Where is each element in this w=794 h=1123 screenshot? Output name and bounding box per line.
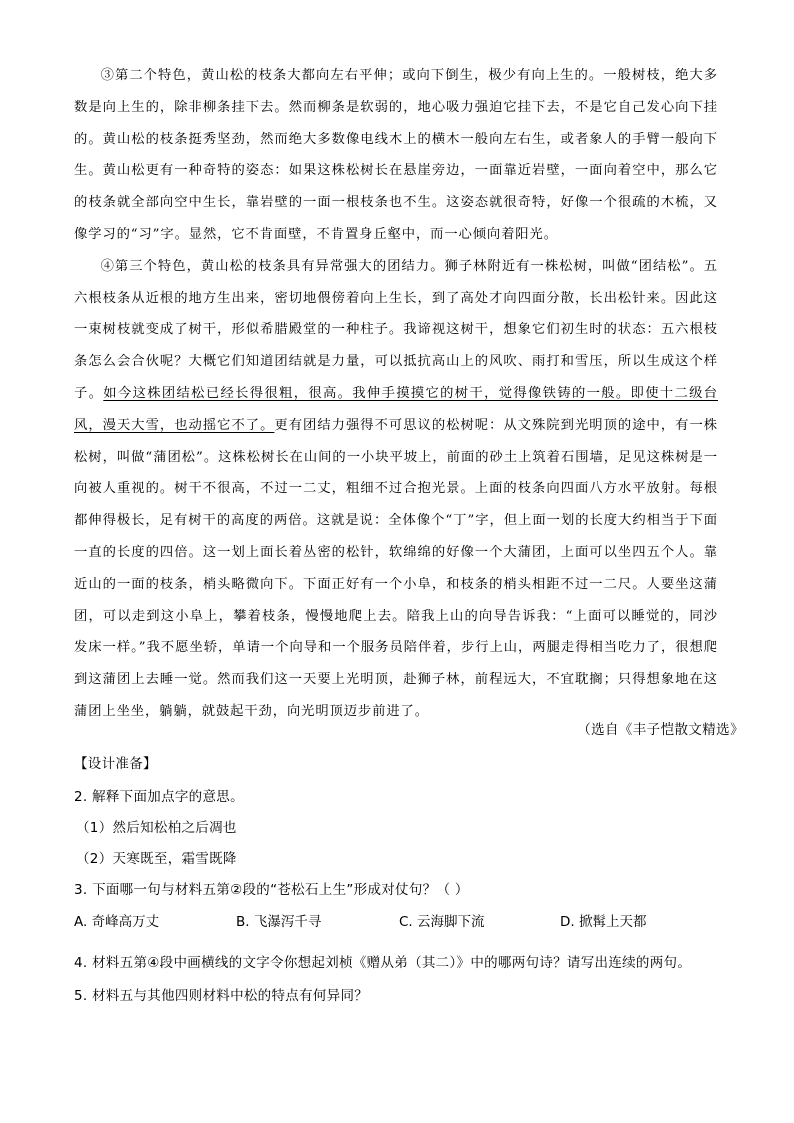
paragraph-4 [74,251,718,728]
option-d: D. 掀髯上天都 [560,914,647,930]
question-2: 2. 解释下面加点字的意思。 [74,789,244,805]
question-3-options [74,910,754,930]
underlined-sentence: 如今这株团结松已经长得很粗，很高。我伸手摸摸它的树干，觉得像铁铸的一般。即使十二级台风，漫天大雪，也动摇它不了。 [74,385,718,433]
source-citation: （选自《丰子恺散文精选》 [577,722,744,738]
paragraph-3: ③第二个特色，黄山松的枝条大都向左右平伸；或向下倒生，极少有向上生的。一般树枝，绝大多数是向上生的，除非柳条挂下去。然而柳条是软弱的，地心吸力强迫它挂下去，不是它自己发心向下挂的。黄山松的枝条挺秀坚劲，然而绝大多数像电线木上的横木一般向左右生，或者象人的手臂一般向下生。黄山松更有一种奇特的姿态：如果这株松树长在悬崖旁边，一面靠近岩壁，一面向着空中，那么它的枝条就全部向空中生长，靠岩壁的一面一根枝条也不生。这姿态就很奇特，好像一个很疏的木梳，又像学习的“习”字。显然，它不肯面壁，不肯置身丘壑中，而一心倾向着阳光。 [74,68,718,242]
paragraph-4-text-before: ④第三个特色，黄山松的枝条具有异常强大的团结力。狮子林附近有一株松树，叫做“团结松”。五六根枝条从近根的地方生出来，密切地偎傍着向上生长，到了高处才向四面分散，长出松针来。因此这一束树枝就变成了树干，形似希腊殿堂的一种柱子。我谛视这树干，想象它们初生时的状态：五六根枝条怎么会合伙呢？大概它们知道团结就是力量，可以抵抗高山上的风吹、雨打和雪压，所以生成这个样子。 [74,258,718,401]
question-3: 3. 下面哪一句与材料五第②段的“苍松石上生”形成对仗句？（ ） [74,882,469,898]
question-2-item-1: （1）然后知松柏之后凋也 [76,820,237,836]
option-a: A. 奇峰高万丈 [74,914,160,930]
question-4: 4. 材料五第④段中画横线的文字令你想起刘桢《赠从弟（其二）》中的哪两句诗？请写出连续的两句。 [74,955,692,971]
option-c: C. 云海脚下流 [399,914,485,930]
option-b: B. 飞瀑泻千寻 [236,914,322,930]
passage-text [74,60,718,728]
section-title: 【设计准备】 [74,756,157,772]
question-2-item-2: （2）天寒既至，霜雪既降 [76,851,237,867]
paragraph-4-text-after: 更有团结力强得不可思议的松树呢：从文殊院到光明顶的途中，有一株松树，叫做“蒲团松”。这株松树长在山间的一小块平坡上，前面的砂土上筑着石围墙，足见这株树是一向被人重视的。树干不很高，不过一二丈，粗细不过合抱光景。上面的枝条向四面八方水平放射。每根都伸得极长，足有树干的高度的两倍。这就是说：全体像个“丁”字，但上面一划的长度大约相当于下面一直的长度的四倍。这一划上面长着丛密的松针，软绵绵的好像一个大蒲团，上面可以坐四五个人。靠近山的一面的枝条，梢头略微向下。下面正好有一个小阜，和枝条的梢头相距不过一二尺。人要坐这蒲团，可以走到这小阜上，攀着枝条，慢慢地爬上去。陪我上山的向导告诉我：“上面可以睡觉的，同沙发床一样。”我不愿坐轿，单请一个向导和一个服务员陪伴着，步行上山，两腿走得相当吃力了，很想爬到这蒲团上去睡一觉。然而我们这一天要上光明顶，赴狮子林，前程远大，不宜耽搁；只得想象地在这蒲团上坐坐，躺躺，就鼓起干劲，向光明顶迈步前进了。 [74,417,718,719]
question-5: 5. 材料五与其他四则材料中松的特点有何异同？ [74,988,369,1004]
